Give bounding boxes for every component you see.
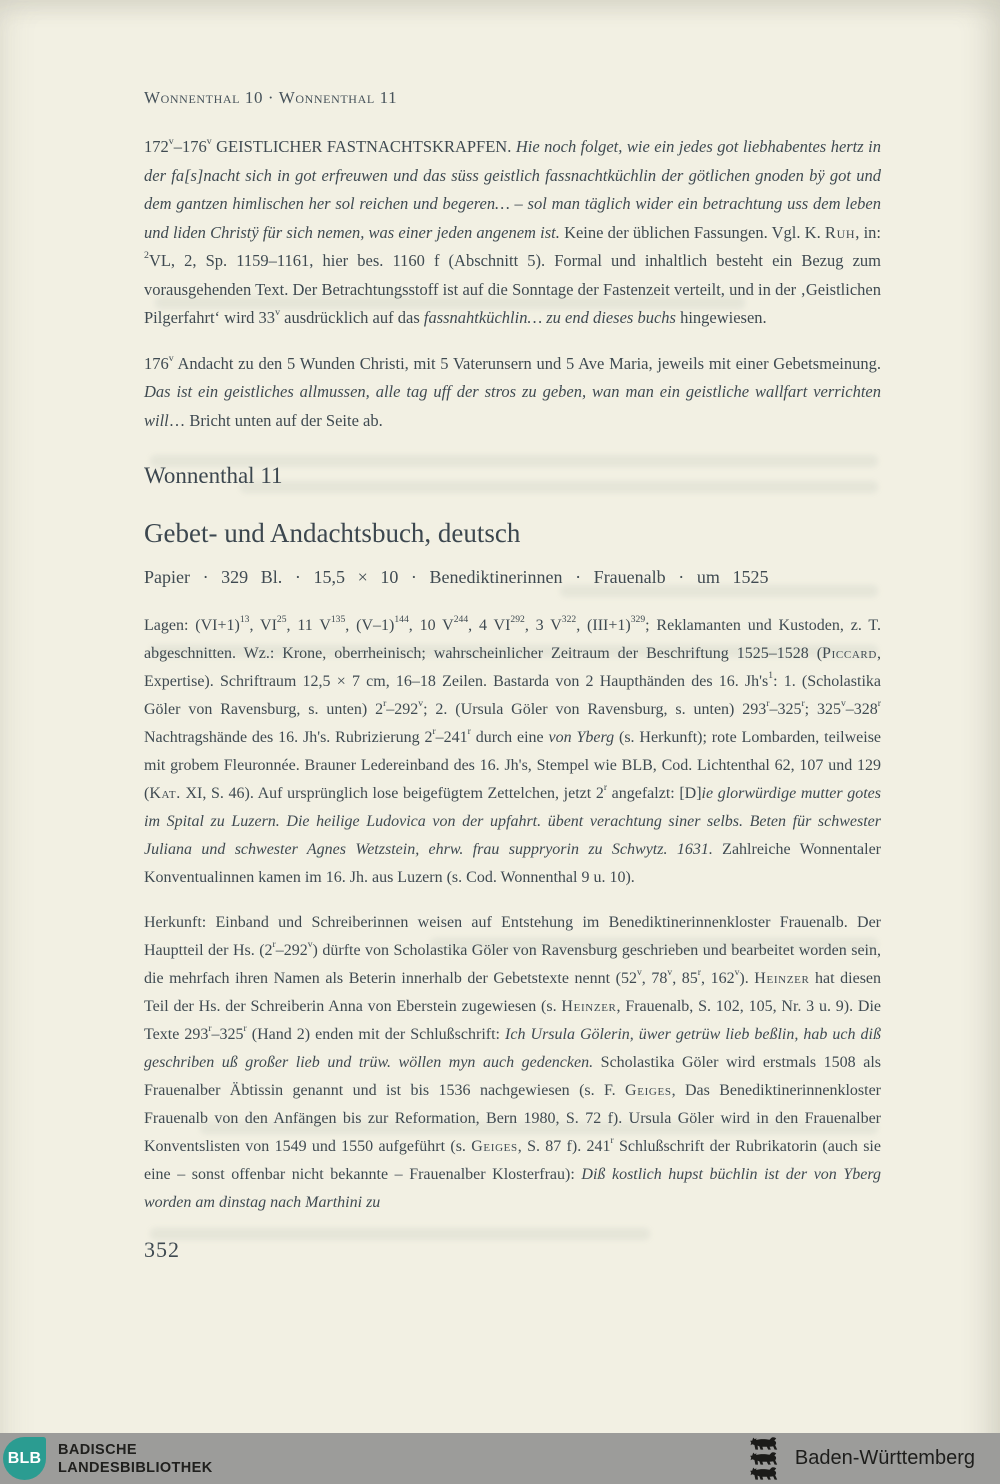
blb-logo-text: BLB (7, 1449, 42, 1467)
library-name (58, 1442, 213, 1477)
library-name-line1: BADISCHE (58, 1442, 137, 1458)
paragraph-herkunft: Herkunft: Einband und Schreiberinnen weisen auf Entstehung im Benediktinerinnenkloster Frauenalb. Der Hauptteil der Hs. (2$^r$–292$^v$) dürfte von Scholastika Göler von Ravensburg geschrieben und bearbeitet worden sein, die mehrfach ihren Namen als Beterin innerhalb der Gebetstexte nennt (52$^v$, 78$^v$, 85$^r$, 162$^v$). Heinzer hat diesen Teil der Hs. der Schreiberin Anna von Eberstein zugewiesen (s. Heinzer, Frauenalb, S. 102, 105, Nr. 3 u. 9). Die Texte 293$^r$–325$^r$ (Hand 2) enden mit der Schlußschrift: Ich Ursula Gölerin, üwer getrüw lieb beßlin, hab uch diß geschriben uß großer lieb und trüw. wöllen myn auch gedencken. Scholastika Göler wird erstmals 1508 als Frauenalber Äbtissin genannt und ist bis 1536 nachgewiesen (s. F. Geiges, Das Benediktinerinnenkloster Frauenalb von den Anfängen bis zur Reformation, Bern 1980, S. 72 f). Ursula Göler wird in den Frauenalber Konventslisten von 1549 und 1550 aufgeführt (s. Geiges, S. 87 f). 241$^r$ Schlußschrift der Rubrikatorin (auch sie eine – sonst offenbar nicht bekannte – Frauenalber Klosterfrau): Diß kostlich hupst büchlin ist der von Yberg worden am dinstag nach Marthini zu (144, 914, 882, 1211)
running-header: Wonnenthal 10 · Wonnenthal 11 (144, 88, 398, 107)
blb-logo-icon (3, 1437, 46, 1480)
paragraph-fastnachtskrapfen: 172$^v$–176$^v$ GEISTLICHER FASTNACHTSKRAPFEN. Hie noch folget, wie ein jedes got liebhabentes hertz in der fa[s]nacht sich in got erfreuwen und das süss geistlich fassnachtküchlin der götlichen gnoden bÿ got und dem gantzen himlischen her sol reichen und begeren… – sol man täglich wider ein betrachtung uss dem leben und liden Christÿ für sich nemen, was einer jeden angenem ist. Keine der üblichen Fassungen. Vgl. K. Ruh, in: $^2$VL, 2, Sp. 1159–1161, hier bes. 1160 f (Abschnitt 5). Formal und inhaltlich besteht ein Bezug zum vorausgehenden Text. Der Betrachtungsstoff ist auf die Sonntage der Fastenzeit verteilt, und in der ‚Geistlichen Pilgerfahrt‘ wird 33$^v$ ausdrücklich auf das fassnahtküchlin… zu end dieses buchs hingewiesen. (144, 136, 882, 327)
paragraph-andacht: 176$^v$ Andacht zu den 5 Wunden Christi, mit 5 Vaterunsern und 5 Ave Maria, jeweils mit einer Gebetsmeinung. Das ist ein geistliches allmussen, alle tag uff der stros zu geben, wan man ein geistliche wallfart verrichten will… Bricht unten auf der Seite ab. (144, 352, 881, 430)
baden-wuerttemberg-three-lions-icon (748, 1436, 781, 1481)
page-number: 352 (144, 1237, 180, 1262)
entry-heading: Wonnenthal 11 (144, 463, 283, 488)
library-name-line2: LANDESBIBLIOTHEK (58, 1459, 213, 1476)
state-name-label: Baden-Württemberg (794, 1447, 975, 1469)
state-brand (748, 1433, 975, 1484)
catalog-entry-text (144, 133, 881, 1263)
paragraph-lagen: Lagen: $(VI+1)^{13}$, VI$^{25}$, 11 $V^{135}$, $(V-1)^{144}$, 10 $V^{244}$, 4 VI$^{292}$, 3 $V^{322}$, $(III+1)^{329}$; Reklamanten und Kustoden, z. T. abgeschnitten. Wz.: Krone, oberrheinisch; wahrscheinlicher Zeitraum der Beschriftung 1525–1528 (Piccard, Expertise). Schriftraum 12,5 × 7 cm, 16–18 Zeilen. Bastarda von 2 Haupthänden des 16. $Jh's^1$: 1. (Scholastika Göler von Ravensburg, s. unten) 2$^r$–292$^v$; 2. (Ursula Göler von Ravensburg, s. unten) 293$^r$–325$^r$; 325$^v$–328$^r$ Nachtragshände des 16. Jh's. Rubrizierung 2$^r$–241$^r$ durch eine von Yberg (s. Herkunft); rote Lombarden, teilweise mit grobem Fleuronnée. Brauner Ledereinband des 16. Jh's, Stempel wie BLB, Cod. Lichtenthal 62, 107 und 129 (Kat. XI, S. 46). Auf ursprünglich lose beigefügtem Zettelchen, jetzt 2$^r$ angefalzt: [D]ie glorwürdige mutter gotes im Spital zu Luzern. Die heilige Ludovica von der upfahrt. übent verachtung siner selbs. Beten für schwester Juliana und schwester Agnes Wetzstein, ehrw. frau suppryorin zu Schwytz. 1631. Zahlreiche Wonnentaler Konventualinnen kamen im 16. Jh. aus Luzern (s. Cod. Wonnenthal 9 u. 10). (144, 614, 882, 886)
entry-meta-line: Papier · 329 Bl. · 15,5 × 10 · Benediktinerinnen · Frauenalb · um 1525 (144, 567, 769, 587)
footer-bar (0, 1433, 1000, 1484)
entry-title: Gebet- und Andachtsbuch, deutsch (144, 518, 521, 548)
